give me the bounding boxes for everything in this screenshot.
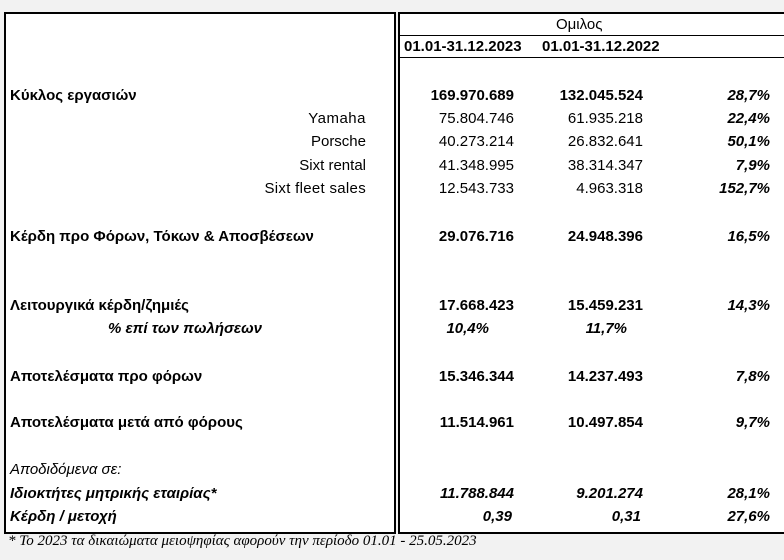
row-change-pct: 152,7%	[719, 180, 770, 197]
row-value-2023: 11.788.844	[440, 485, 514, 502]
row-change-pct: 28,1%	[727, 485, 770, 502]
row-value-2022: 0,31	[611, 508, 641, 525]
row-change-pct: 14,3%	[727, 297, 770, 314]
row-label: Porsche	[310, 133, 366, 150]
row-label: Κύκλος εργασιών	[10, 87, 137, 104]
row-value-2022: 24.948.396	[567, 228, 643, 245]
row-label: Αποτελέσματα μετά από φόρους	[10, 414, 243, 431]
row-value-2022: 4.963.318	[576, 180, 643, 197]
row-label: Sixt fleet sales	[264, 180, 366, 197]
row-change-pct: 50,1%	[727, 133, 770, 150]
row-label: Αποδιδόμενα σε:	[10, 461, 122, 478]
row-label: % επί των πωλήσεων	[108, 320, 262, 337]
row-value-2022: 15.459.231	[567, 297, 643, 314]
row-label: Sixt rental	[299, 157, 366, 174]
row-value-2022: 61.935.218	[567, 110, 643, 127]
period-2023-header: 01.01-31.12.2023	[404, 38, 522, 55]
period-2022-header: 01.01-31.12.2022	[542, 38, 660, 55]
row-label: Λειτουργικά κέρδη/ζημιές	[10, 297, 189, 314]
row-change-pct: 7,8%	[735, 368, 770, 385]
row-value-2023: 41.348.995	[438, 157, 514, 174]
row-value-2023: 11.514.961	[439, 414, 514, 431]
row-value-2023: 169.970.689	[430, 87, 514, 104]
footnote: * Το 2023 τα δικαιώματα μειοψηφίας αφορούν την περίοδο 01.01 - 25.05.2023	[8, 533, 477, 549]
row-change-pct: 28,7%	[727, 87, 770, 104]
header-divider-top	[398, 35, 784, 36]
row-value-2023: 75.804.746	[438, 110, 514, 127]
row-value-2023: 40.273.214	[438, 133, 514, 150]
row-value-2022: 38.314.347	[567, 157, 643, 174]
row-value-2023: 15.346.344	[438, 368, 514, 385]
group-header: Ομιλος	[556, 16, 603, 33]
row-change-pct: 22,4%	[727, 110, 770, 127]
row-change-pct: 7,9%	[735, 157, 770, 174]
row-value-2023: 12.543.733	[438, 180, 514, 197]
row-label: Yamaha	[308, 110, 366, 127]
row-value-2022: 26.832.641	[567, 133, 643, 150]
row-value-2022: 11,7%	[585, 320, 627, 337]
row-value-2023: 17.668.423	[438, 297, 514, 314]
row-label: Αποτελέσματα προ φόρων	[10, 368, 203, 385]
row-change-pct: 9,7%	[735, 414, 770, 431]
row-value-2023: 10,4%	[446, 320, 489, 337]
row-label: Κέρδη προ Φόρων, Τόκων & Αποσβέσεων	[10, 228, 314, 245]
row-value-2023: 29.076.716	[438, 228, 514, 245]
row-value-2022: 132.045.524	[559, 87, 643, 104]
header-divider-bottom	[398, 57, 784, 58]
row-change-pct: 27,6%	[727, 508, 770, 525]
row-value-2022: 9.201.274	[576, 485, 643, 502]
row-value-2022: 10.497.854	[567, 414, 643, 431]
row-value-2023: 0,39	[482, 508, 512, 525]
row-label: Ιδιοκτήτες μητρικής εταιρίας*	[10, 485, 217, 502]
row-value-2022: 14.237.493	[567, 368, 643, 385]
row-change-pct: 16,5%	[727, 228, 770, 245]
row-label: Κέρδη / μετοχή	[10, 508, 117, 525]
